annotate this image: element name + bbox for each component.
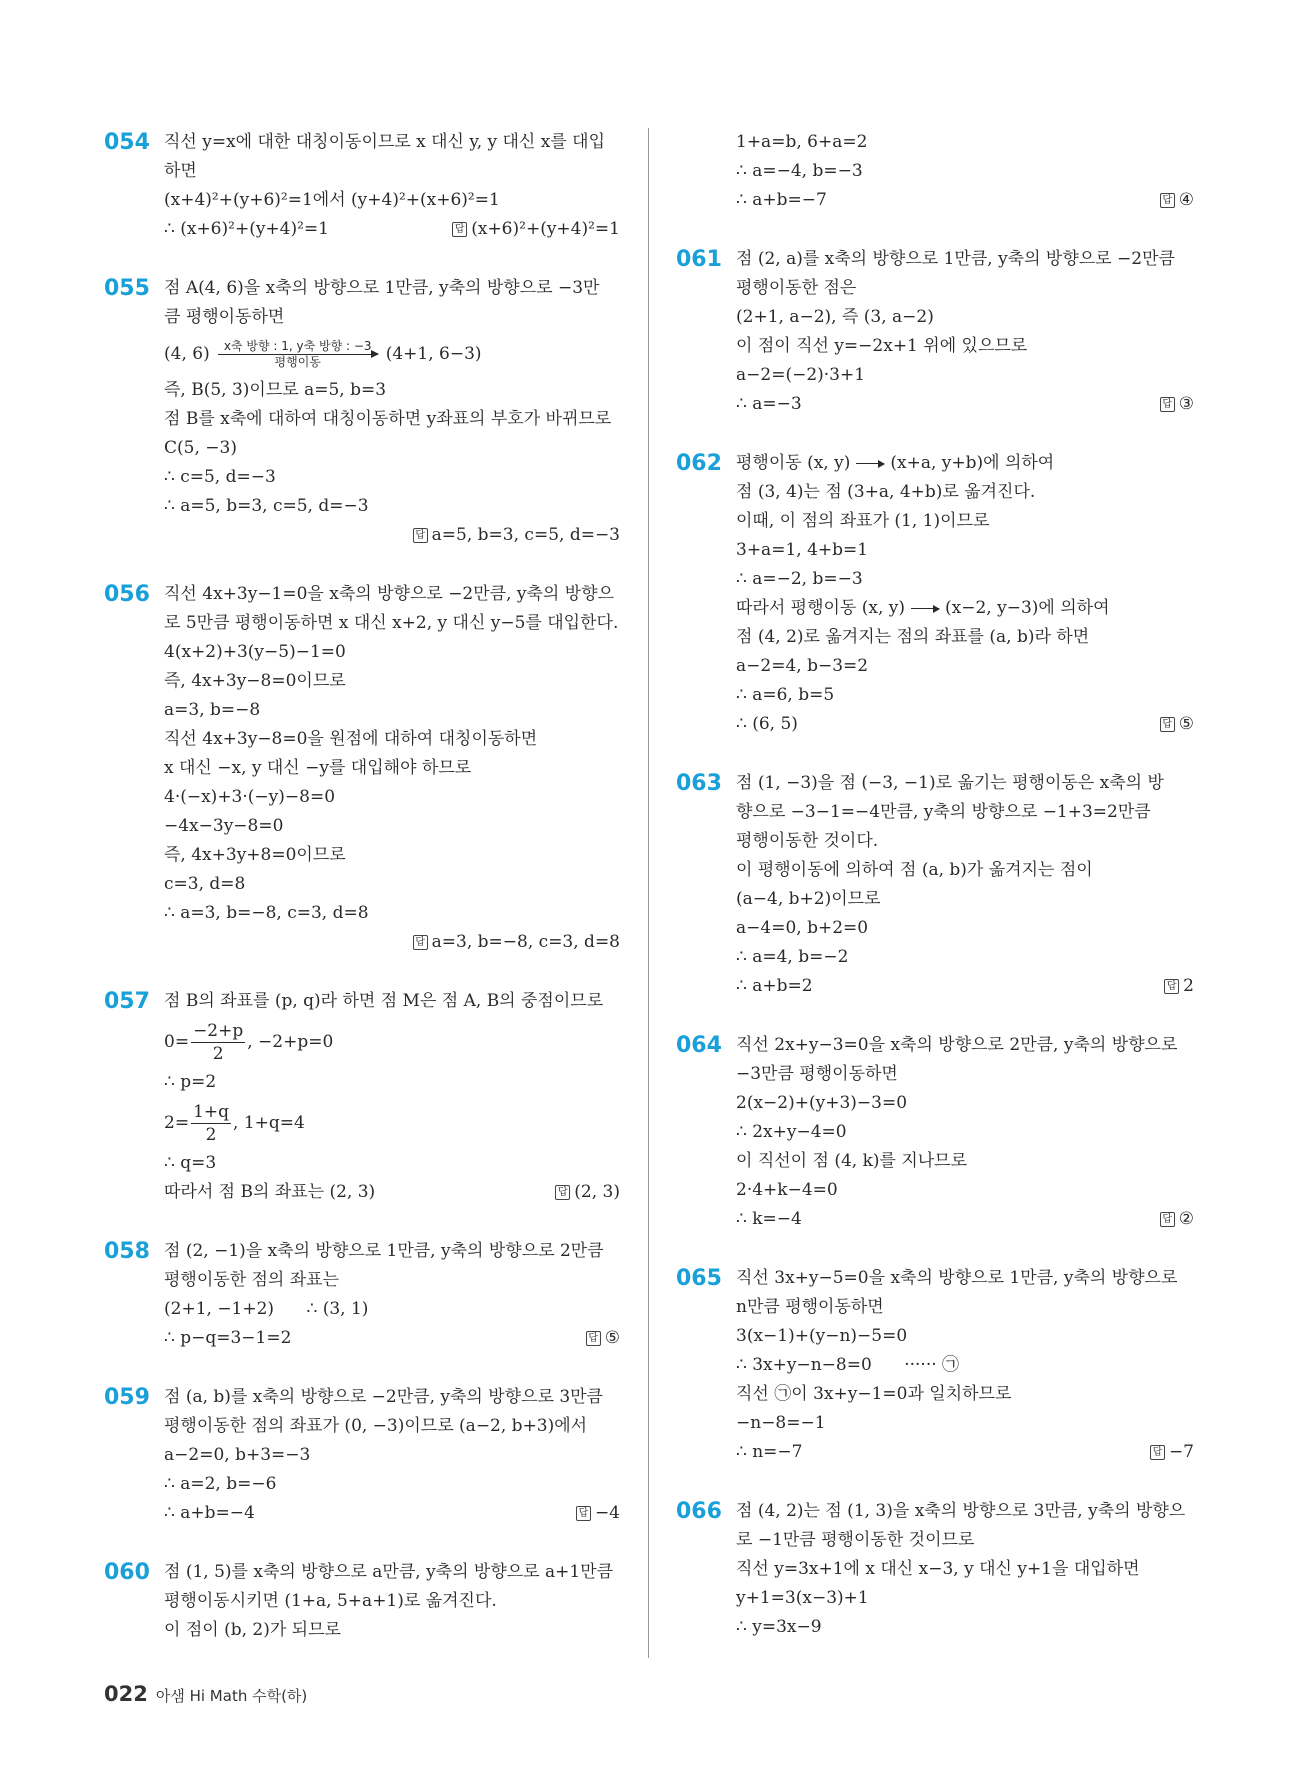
problem-number: 066 — [676, 1499, 722, 1524]
answer-icon: 답 — [586, 1331, 601, 1346]
solution-answer-row — [164, 1499, 620, 1528]
solution-answer-row — [736, 710, 1194, 739]
answer-value: −4 — [594, 1503, 620, 1523]
solution-line: a=3, b=−8 — [164, 700, 261, 720]
page-number: 022 — [104, 1682, 148, 1706]
answer — [1160, 390, 1194, 419]
answer-value: (x+6)²+(y+4)²=1 — [471, 219, 620, 239]
solution-line: 점 A(4, 6)을 x축의 방향으로 1만큼, y축의 방향으로 −3만 — [164, 278, 600, 298]
mapping-target: (x+a, y+b)에 의하여 — [890, 453, 1055, 473]
fraction-equation — [164, 1097, 620, 1149]
solution-line: 점 (4, 2)는 점 (1, 3)을 x축의 방향으로 3만큼, y축의 방향으 — [736, 1501, 1186, 1521]
problem-065 — [676, 1264, 1194, 1467]
solution-line: y+1=3(x−3)+1 — [736, 1588, 869, 1608]
problem-number: 063 — [676, 771, 722, 796]
solution-line: 즉, 4x+3y+8=0이므로 — [164, 845, 346, 865]
solution-line: ∴ a=4, b=−2 — [736, 947, 849, 967]
problem-066 — [676, 1497, 1194, 1642]
solution-line: 점 (1, 5)를 x축의 방향으로 a만큼, y축의 방향으로 a+1만큼 — [164, 1562, 614, 1582]
solution-line: ∴ (x+6)²+(y+4)²=1 — [164, 219, 329, 239]
solution-line: ∴ 2x+y−4=0 — [736, 1122, 847, 1142]
problem-body — [736, 128, 1194, 215]
problem-063 — [676, 769, 1194, 1001]
answer — [452, 215, 620, 244]
solution-line: 4·(−x)+3·(−y)−8=0 — [164, 787, 336, 807]
answer-value: (2, 3) — [574, 1182, 620, 1202]
solution-answer-row — [164, 1178, 620, 1207]
solution-answer-row — [164, 1324, 620, 1353]
solution-line: ∴ a=−2, b=−3 — [736, 569, 863, 589]
solution-line — [736, 449, 1194, 478]
solution-line: ∴ p=2 — [164, 1072, 217, 1092]
answer — [576, 1499, 620, 1528]
problem-059 — [104, 1383, 620, 1528]
answer-icon: 답 — [1160, 397, 1175, 412]
solution-line: 직선 4x+3y−1=0을 x축의 방향으로 −2만큼, y축의 방향으 — [164, 584, 615, 604]
answer-value: −7 — [1168, 1442, 1194, 1462]
solution-line: (x+4)²+(y+6)²=1에서 (y+4)²+(x+6)²=1 — [164, 190, 500, 210]
fraction-equation — [164, 1016, 620, 1068]
fraction-denominator: 2 — [212, 1044, 224, 1064]
solution-line: (a−4, b+2)이므로 — [736, 889, 881, 909]
problem-056 — [104, 580, 620, 957]
answer-icon: 답 — [576, 1506, 591, 1521]
solution-line: ∴ q=3 — [164, 1153, 217, 1173]
solution-line: 즉, B(5, 3)이므로 a=5, b=3 — [164, 380, 387, 400]
answer-value: ⑤ — [1178, 714, 1194, 734]
solution-line: ∴ y=3x−9 — [736, 1617, 822, 1637]
answer-icon: 답 — [452, 222, 467, 237]
answer-value: a=3, b=−8, c=3, d=8 — [431, 932, 620, 952]
solution-line: ∴ (6, 5) — [736, 714, 798, 734]
answer-icon: 답 — [413, 935, 428, 950]
problem-062 — [676, 449, 1194, 739]
solution-line: ∴ k=−4 — [736, 1209, 802, 1229]
problem-body — [164, 987, 620, 1207]
problem-055 — [104, 274, 620, 550]
solution-line: ∴ a+b=−4 — [164, 1503, 255, 1523]
left-column — [104, 128, 620, 1675]
solution-line: 2·4+k−4=0 — [736, 1180, 838, 1200]
answer-icon: 답 — [413, 528, 428, 543]
solution-line: 직선 4x+3y−8=0을 원점에 대하여 대칭이동하면 — [164, 729, 538, 749]
problem-number: 062 — [676, 451, 722, 476]
solution-line: 큼 평행이동하면 — [164, 307, 285, 327]
solution-answer-row — [736, 1438, 1194, 1467]
answer-value: ⑤ — [604, 1328, 620, 1348]
answer-icon: 답 — [1150, 1445, 1165, 1460]
equation-suffix: , 1+q=4 — [233, 1113, 305, 1133]
solution-line: 향으로 −3−1=−4만큼, y축의 방향으로 −1+3=2만큼 — [736, 802, 1151, 822]
problem-060-continued — [676, 128, 1194, 215]
fraction — [191, 1020, 245, 1065]
problem-058 — [104, 1237, 620, 1353]
solution-line: c=3, d=8 — [164, 874, 246, 894]
solution-line: 평행이동한 점의 좌표가 (0, −3)이므로 (a−2, b+3)에서 — [164, 1416, 588, 1436]
solution-line: 이 점이 (b, 2)가 되므로 — [164, 1620, 341, 1640]
solution-line: 4(x+2)+3(y−5)−1=0 — [164, 642, 346, 662]
solution-line: ∴ a=−4, b=−3 — [736, 161, 863, 181]
problem-number: 057 — [104, 989, 150, 1014]
answer — [1160, 1205, 1194, 1234]
solution-line: 따라서 점 B의 좌표는 (2, 3) — [164, 1182, 376, 1202]
problem-number: 056 — [104, 582, 150, 607]
solution-line: a−2=(−2)·3+1 — [736, 365, 866, 385]
mapping-source: (4, 6) — [164, 344, 210, 364]
solution-line: 점 (4, 2)로 옮겨지는 점의 좌표를 (a, b)라 하면 — [736, 627, 1090, 647]
solution-line: 1+a=b, 6+a=2 — [736, 132, 868, 152]
equation-prefix: 0= — [164, 1032, 190, 1052]
answer-value: ② — [1178, 1209, 1194, 1229]
solution-line: ∴ a=2, b=−6 — [164, 1474, 277, 1494]
solution-line: 직선 y=x에 대한 대칭이동이므로 x 대신 y, y 대신 x를 대입 — [164, 132, 606, 152]
solution-answer-row — [736, 972, 1194, 1001]
answer-icon: 답 — [1160, 1212, 1175, 1227]
problem-number: 054 — [104, 130, 150, 155]
mapping-source: 평행이동 (x, y) — [736, 453, 851, 473]
solution-answer-row — [164, 215, 620, 244]
solution-line: 2(x−2)+(y+3)−3=0 — [736, 1093, 908, 1113]
solution-line: 로 5만큼 평행이동하면 x 대신 x+2, y 대신 y−5를 대입한다. — [164, 613, 619, 633]
answer-value: ④ — [1178, 190, 1194, 210]
equation-prefix: 2= — [164, 1113, 190, 1133]
problem-body — [736, 1031, 1194, 1234]
solution-line: 점 B의 좌표를 (p, q)라 하면 점 M은 점 A, B의 중점이므로 — [164, 991, 604, 1011]
problem-number: 061 — [676, 247, 722, 272]
problem-body — [164, 274, 620, 550]
problem-number: 065 — [676, 1266, 722, 1291]
right-arrow-icon — [856, 463, 884, 464]
solution-line: ∴ p−q=3−1=2 — [164, 1328, 292, 1348]
problem-body — [164, 1237, 620, 1353]
problem-body — [736, 1264, 1194, 1467]
answer-value: a=5, b=3, c=5, d=−3 — [431, 525, 620, 545]
answer-icon: 답 — [1160, 193, 1175, 208]
translation-mapping — [164, 332, 620, 376]
answer — [164, 928, 620, 957]
solution-line: 이 점이 직선 y=−2x+1 위에 있으므로 — [736, 336, 1028, 356]
solution-answer-row — [736, 390, 1194, 419]
solution-line: 이 평행이동에 의하여 점 (a, b)가 옮겨지는 점이 — [736, 860, 1093, 880]
mapping-target: (x−2, y−3)에 의하여 — [945, 598, 1110, 618]
answer — [1150, 1438, 1194, 1467]
solution-line: ∴ c=5, d=−3 — [164, 467, 276, 487]
solution-line: −4x−3y−8=0 — [164, 816, 284, 836]
answer — [164, 521, 620, 550]
equation-suffix: , −2+p=0 — [247, 1032, 334, 1052]
solution-answer-row — [736, 1205, 1194, 1234]
problem-body — [164, 1383, 620, 1528]
solution-line: ∴ a=3, b=−8, c=3, d=8 — [164, 903, 369, 923]
solution-line: 즉, 4x+3y−8=0이므로 — [164, 671, 346, 691]
solution-line: x 대신 −x, y 대신 −y를 대입해야 하므로 — [164, 758, 472, 778]
solution-line: 이때, 이 점의 좌표가 (1, 1)이므로 — [736, 511, 990, 531]
solution-line: 이 직선이 점 (4, k)를 지나므로 — [736, 1151, 968, 1171]
mapping-source: 따라서 평행이동 (x, y) — [736, 598, 906, 618]
arrow-label-bottom: 평행이동 — [274, 354, 321, 369]
solution-line: 평행이동한 점은 — [736, 278, 857, 298]
problem-body — [736, 449, 1194, 739]
arrow-label-top: x축 방향 : 1, y축 방향 : −3 — [223, 338, 372, 353]
fraction-denominator: 2 — [205, 1125, 217, 1145]
answer — [586, 1324, 620, 1353]
solution-line: ∴ a+b=2 — [736, 976, 813, 996]
fraction-numerator: 1+q — [193, 1102, 230, 1122]
right-arrow-icon — [911, 608, 939, 609]
solution-line: 하면 — [164, 161, 197, 181]
solution-line: 평행이동한 점의 좌표는 — [164, 1270, 340, 1290]
answer — [1160, 186, 1194, 215]
solution-line: 직선 3x+y−5=0을 x축의 방향으로 1만큼, y축의 방향으로 — [736, 1268, 1178, 1288]
solution-answer-row — [736, 186, 1194, 215]
column-divider — [648, 128, 649, 1658]
answer-value: ③ — [1178, 394, 1194, 414]
problem-body — [164, 128, 620, 244]
solution-line: n만큼 평행이동하면 — [736, 1297, 884, 1317]
solution-line: ∴ a=6, b=5 — [736, 685, 835, 705]
solution-line: a−2=4, b−3=2 — [736, 656, 869, 676]
answer — [1164, 972, 1194, 1001]
problem-number: 058 — [104, 1239, 150, 1264]
problem-number: 064 — [676, 1033, 722, 1058]
problem-number: 060 — [104, 1560, 150, 1585]
solution-line: 점 (3, 4)는 점 (3+a, 4+b)로 옮겨진다. — [736, 482, 1036, 502]
solution-line: 점 (a, b)를 x축의 방향으로 −2만큼, y축의 방향으로 3만큼 — [164, 1387, 603, 1407]
solution-line: 직선 ㉠이 3x+y−1=0과 일치하므로 — [736, 1384, 1012, 1404]
answer-icon: 답 — [1160, 717, 1175, 732]
solution-line: a−4=0, b+2=0 — [736, 918, 869, 938]
solution-line: 직선 y=3x+1에 x 대신 x−3, y 대신 y+1을 대입하면 — [736, 1559, 1140, 1579]
solution-line: ∴ a=5, b=3, c=5, d=−3 — [164, 496, 369, 516]
solution-line: 로 −1만큼 평행이동한 것이므로 — [736, 1530, 975, 1550]
solution-line: 3+a=1, 4+b=1 — [736, 540, 869, 560]
answer — [1160, 710, 1194, 739]
fraction-numerator: −2+p — [193, 1021, 244, 1041]
problem-body — [736, 1497, 1194, 1642]
problem-body — [164, 1558, 620, 1645]
answer-icon: 답 — [555, 1185, 570, 1200]
problem-number: 055 — [104, 276, 150, 301]
answer-icon: 답 — [1164, 979, 1179, 994]
solution-line: 점 (1, −3)을 점 (−3, −1)로 옮기는 평행이동은 x축의 방 — [736, 773, 1164, 793]
solution-line: C(5, −3) — [164, 438, 237, 458]
problem-057 — [104, 987, 620, 1207]
problem-061 — [676, 245, 1194, 419]
solution-line: 3(x−1)+(y−n)−5=0 — [736, 1326, 908, 1346]
problem-number: 059 — [104, 1385, 150, 1410]
solution-line: 점 (2, a)를 x축의 방향으로 1만큼, y축의 방향으로 −2만큼 — [736, 249, 1175, 269]
answer-value: 2 — [1183, 976, 1194, 996]
solution-line: (2+1, a−2), 즉 (3, a−2) — [736, 307, 934, 327]
solution-line: ∴ 3x+y−n−8=0 ······ ㉠ — [736, 1355, 960, 1375]
solution-line: ∴ a=−3 — [736, 394, 802, 414]
solution-line: 점 B를 x축에 대하여 대칭이동하면 y좌표의 부호가 바뀌므로 — [164, 409, 612, 429]
mapping-arrow-icon — [218, 339, 378, 370]
problem-060 — [104, 1558, 620, 1645]
answer — [555, 1178, 620, 1207]
solution-line: −n−8=−1 — [736, 1413, 826, 1433]
book-title: 아샘 Hi Math 수학(하) — [155, 1687, 308, 1705]
solution-line: 평행이동시키면 (1+a, 5+a+1)로 옮겨진다. — [164, 1591, 497, 1611]
solution-line: ∴ a+b=−7 — [736, 190, 827, 210]
solution-line: 직선 2x+y−3=0을 x축의 방향으로 2만큼, y축의 방향으로 — [736, 1035, 1178, 1055]
problem-054 — [104, 128, 620, 244]
solution-line — [736, 594, 1194, 623]
mapping-target: (4+1, 6−3) — [385, 344, 482, 364]
right-column — [676, 128, 1194, 1672]
problem-body — [164, 580, 620, 957]
fraction — [191, 1101, 231, 1146]
page-footer — [104, 1682, 307, 1706]
solution-line: 점 (2, −1)을 x축의 방향으로 1만큼, y축의 방향으로 2만큼 — [164, 1241, 604, 1261]
problem-body — [736, 245, 1194, 419]
solution-line: 평행이동한 것이다. — [736, 831, 879, 851]
solution-line: ∴ n=−7 — [736, 1442, 803, 1462]
solution-line: a−2=0, b+3=−3 — [164, 1445, 311, 1465]
solution-line: −3만큼 평행이동하면 — [736, 1064, 898, 1084]
problem-body — [736, 769, 1194, 1001]
solution-line: (2+1, −1+2) ∴ (3, 1) — [164, 1299, 369, 1319]
problem-064 — [676, 1031, 1194, 1234]
